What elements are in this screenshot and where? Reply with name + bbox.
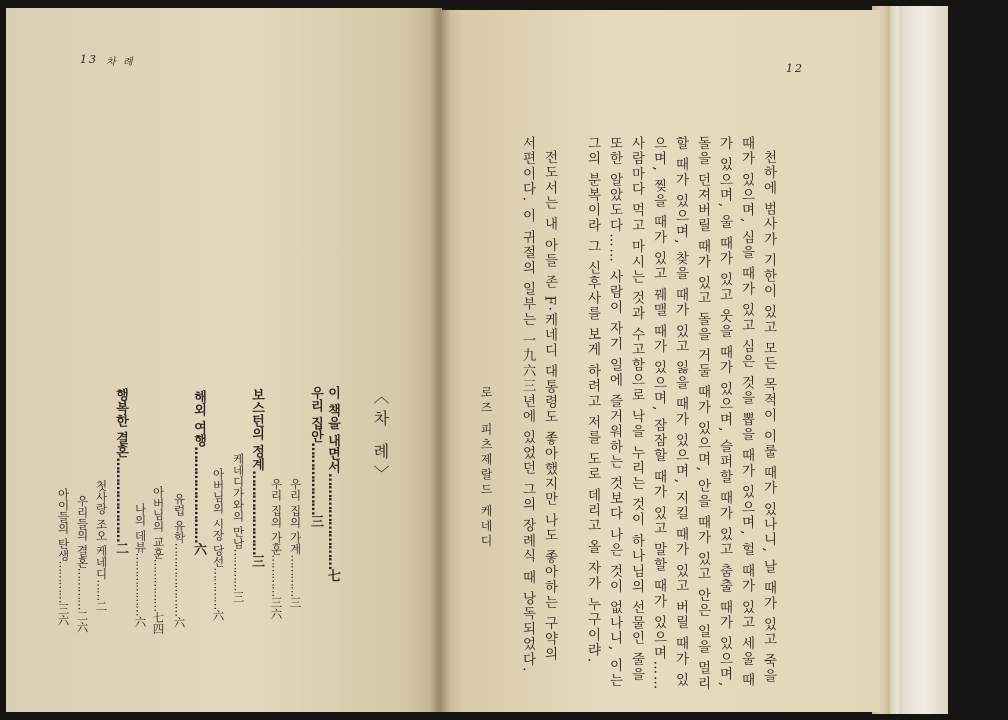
body-line: 사람마다 먹고 마시는 것과 수고함으로 낙을 누리는 것이 하나님의 선물인 줄을 xyxy=(628,136,645,683)
toc-entry[interactable]: 이 책을 내면서……………………七 xyxy=(325,386,340,583)
toc-entry[interactable]: 아이들의 탄생…………三六 xyxy=(56,488,71,626)
body-line: 때가 있으며, 심을 때가 있고 심은 것을 뽑을 때가 있으며, 헐 때가 있고 세울 때 xyxy=(738,136,755,688)
right-page xyxy=(436,10,880,712)
body-line: 할 때가 있으며, 찾을 때가 있고 잃을 때가 있으며, 지킬 때가 있고 버릴 때가 있 xyxy=(672,136,689,688)
book-gutter xyxy=(430,8,450,712)
toc-entry[interactable]: 우리 집의 가훈…………三六 xyxy=(269,478,284,620)
left-page xyxy=(6,8,442,712)
toc-entry[interactable]: 유럽 유학…………………六 xyxy=(172,493,187,628)
toc-entry[interactable]: 보스턴의 정계…………………三 xyxy=(249,388,264,568)
toc-entry[interactable]: 우리 집의 가계…………三 xyxy=(288,478,303,608)
toc-title: 〈차 례〉 xyxy=(371,388,390,488)
left-header-title: 차 례 xyxy=(106,57,135,68)
right-header-number: 12 xyxy=(786,62,804,75)
body-line: 서편이다. 이 귀절의 일부는 一九六三년에 있었던 그의 장례식 때 낭독되었다. xyxy=(519,136,536,674)
body-line: 그의 분복이라 그 신후사를 보게 하려고 저를 도로 데리고 올 자가 누구이랴. xyxy=(584,136,601,664)
toc-entry[interactable]: 첫사랑 조오 케네디……二 xyxy=(94,480,109,612)
toc-entry[interactable]: 행복한 결혼…………………二 xyxy=(113,388,128,555)
toc-entry[interactable]: 나의 데뷰………………六 xyxy=(133,503,148,628)
toc-entry[interactable]: 해외 여행……………………六 xyxy=(191,390,206,556)
toc-entry[interactable]: 케네디가와의 만남…………三 xyxy=(231,453,246,603)
toc-entry[interactable]: 우리들의 결혼…………二六 xyxy=(75,495,90,633)
toc-entry[interactable]: 아버님의 시장 당선…………六 xyxy=(211,468,226,621)
toc-entry[interactable]: 우리 집안………………三 xyxy=(308,386,323,528)
left-header-number: 13 xyxy=(80,53,98,66)
signature: 로즈 피츠제랄드 케네디 xyxy=(479,386,493,550)
toc-entry[interactable]: 아버님의 교훈……………七四 xyxy=(151,486,166,635)
body-line: 또한 알았도다…… 사람이 자기 일에 즐거워하는 것보다 나은 것이 없나니, 이는 xyxy=(606,136,623,689)
body-line: 가 있으며, 울 때가 있고 웃을 때가 있으며, 슬퍼할 때가 있고 춤출 때가 있으며, xyxy=(716,136,733,688)
page-edge-stack xyxy=(902,6,948,714)
body-line: 으며, 찢을 때가 있고 꿰맬 때가 있으며, 잠잠할 때가 있고 말할 때가 있으며…… xyxy=(650,136,667,692)
body-line: 돌을 던져버릴 때가 있고 돌을 거둘 때가 있으며, 안을 때가 있고 안은 일을 멀리 xyxy=(694,136,711,692)
body-line: 전도서는 내 아들 존 F·케네디 대통령도 좋아했지만 나도 좋아하는 구약의 xyxy=(541,150,558,662)
body-line: 천하에 범사가 기한이 있고 모든 목적이 이룰 때가 있나니, 날 때가 있고 죽을 xyxy=(760,150,777,684)
